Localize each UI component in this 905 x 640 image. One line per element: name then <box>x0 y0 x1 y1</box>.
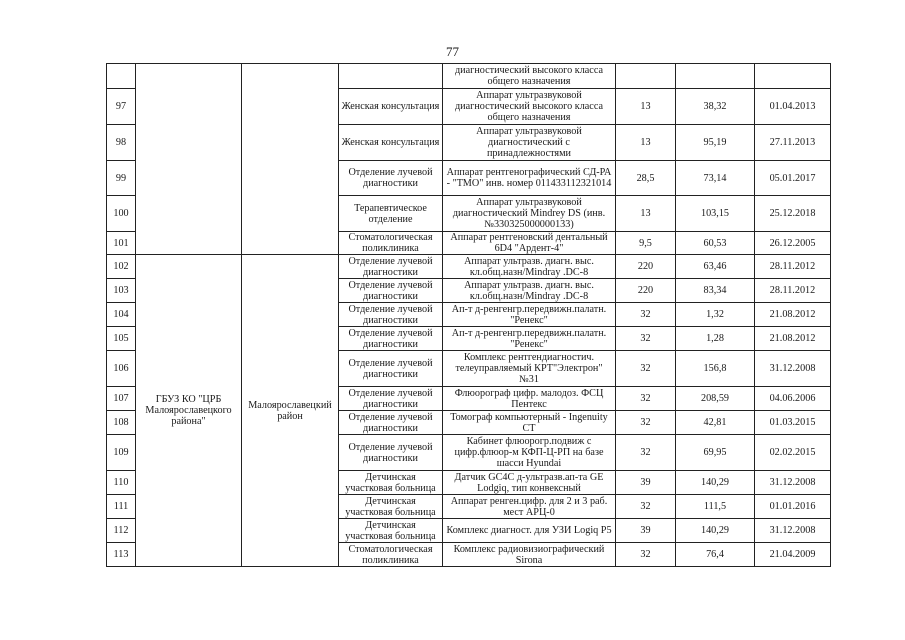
dept-cell <box>339 64 443 89</box>
equipment-cell: Комплекс рентгендиагностич. телеуправляемый КРТ"Электрон" №31 <box>443 351 616 387</box>
value1-cell <box>616 64 676 89</box>
value1-cell: 32 <box>616 435 676 471</box>
equipment-cell: Аппарат ультразвуковой диагностический с принадлежностями <box>443 125 616 161</box>
date-cell: 01.01.2016 <box>755 495 831 519</box>
date-cell: 28.11.2012 <box>755 255 831 279</box>
value2-cell: 42,81 <box>676 411 755 435</box>
value2-cell: 1,32 <box>676 303 755 327</box>
date-cell: 26.12.2005 <box>755 232 831 255</box>
number-cell: 100 <box>107 196 136 232</box>
value1-cell: 32 <box>616 351 676 387</box>
number-cell: 110 <box>107 471 136 495</box>
value1-cell: 13 <box>616 125 676 161</box>
date-cell: 05.01.2017 <box>755 161 831 196</box>
dept-cell: Отделение лучевой диагностики <box>339 435 443 471</box>
value2-cell: 60,53 <box>676 232 755 255</box>
value1-cell: 32 <box>616 495 676 519</box>
number-cell <box>107 64 136 89</box>
date-cell: 01.04.2013 <box>755 89 831 125</box>
date-cell: 21.04.2009 <box>755 543 831 567</box>
number-cell: 108 <box>107 411 136 435</box>
date-cell: 31.12.2008 <box>755 471 831 495</box>
value2-cell: 69,95 <box>676 435 755 471</box>
value2-cell: 103,15 <box>676 196 755 232</box>
value1-cell: 13 <box>616 196 676 232</box>
number-cell: 111 <box>107 495 136 519</box>
equipment-table <box>106 63 831 567</box>
number-cell: 97 <box>107 89 136 125</box>
value2-cell: 1,28 <box>676 327 755 351</box>
value2-cell: 76,4 <box>676 543 755 567</box>
dept-cell: Отделение лучевой диагностики <box>339 279 443 303</box>
value2-cell: 73,14 <box>676 161 755 196</box>
equipment-cell: Ап-т д-ренгенгр.передвижн.палатн. "Ренекс" <box>443 303 616 327</box>
number-cell: 105 <box>107 327 136 351</box>
value1-cell: 32 <box>616 387 676 411</box>
district-cell: Малоярославецкий район <box>242 255 339 567</box>
district-cell-blank <box>242 64 339 255</box>
value1-cell: 32 <box>616 303 676 327</box>
dept-cell: Детчинская участковая больница <box>339 495 443 519</box>
date-cell: 21.08.2012 <box>755 327 831 351</box>
equipment-cell: Аппарат рентгенографический СД-РА - "ТМО" инв. номер 011433112321014 <box>443 161 616 196</box>
equipment-cell: диагностический высокого класса общего назначения <box>443 64 616 89</box>
dept-cell: Отделение лучевой диагностики <box>339 327 443 351</box>
date-cell: 28.11.2012 <box>755 279 831 303</box>
value1-cell: 32 <box>616 327 676 351</box>
equipment-cell: Кабинет флюорогр.подвиж с цифр.флюор-м КФП-Ц-РП на базе шасси Hyundai <box>443 435 616 471</box>
dept-cell: Женская консультация <box>339 89 443 125</box>
table-row <box>107 255 831 279</box>
number-cell: 109 <box>107 435 136 471</box>
equipment-cell: Томограф компьютерный - Ingenuity CT <box>443 411 616 435</box>
equipment-cell: Флюорограф цифр. малодоз. ФСЦ Пентекс <box>443 387 616 411</box>
equipment-cell: Аппарат ультразв. диагн. выс. кл.общ.назн/Mindray .DC-8 <box>443 255 616 279</box>
equipment-cell: Комплекс диагност. для УЗИ Logiq P5 <box>443 519 616 543</box>
equipment-cell: Ап-т д-ренгенгр.передвижн.палатн. "Ренекс" <box>443 327 616 351</box>
date-cell: 31.12.2008 <box>755 519 831 543</box>
page-number: 77 <box>446 44 459 59</box>
org-cell-blank <box>136 64 242 255</box>
number-cell: 103 <box>107 279 136 303</box>
dept-cell: Отделение лучевой диагностики <box>339 387 443 411</box>
number-cell: 113 <box>107 543 136 567</box>
date-cell: 31.12.2008 <box>755 351 831 387</box>
number-cell: 99 <box>107 161 136 196</box>
date-cell: 25.12.2018 <box>755 196 831 232</box>
equipment-cell: Аппарат ультразвуковой диагностический Mindrey DS (инв. №330325000000133) <box>443 196 616 232</box>
value2-cell: 83,34 <box>676 279 755 303</box>
value1-cell: 220 <box>616 279 676 303</box>
date-cell: 02.02.2015 <box>755 435 831 471</box>
org-cell: ГБУЗ КО "ЦРБ Малоярославецкого района" <box>136 255 242 567</box>
value1-cell: 32 <box>616 543 676 567</box>
value2-cell: 140,29 <box>676 519 755 543</box>
number-cell: 102 <box>107 255 136 279</box>
date-cell: 27.11.2013 <box>755 125 831 161</box>
equipment-cell: Аппарат ультразв. диагн. выс. кл.общ.назн/Mindray .DC-8 <box>443 279 616 303</box>
value1-cell: 13 <box>616 89 676 125</box>
dept-cell: Отделение лучевой диагностики <box>339 161 443 196</box>
dept-cell: Стоматологическая поликлиника <box>339 232 443 255</box>
value1-cell: 28,5 <box>616 161 676 196</box>
number-cell: 98 <box>107 125 136 161</box>
value2-cell <box>676 64 755 89</box>
dept-cell: Отделение лучевой диагностики <box>339 255 443 279</box>
value2-cell: 38,32 <box>676 89 755 125</box>
number-cell: 101 <box>107 232 136 255</box>
dept-cell: Женская консультация <box>339 125 443 161</box>
number-cell: 106 <box>107 351 136 387</box>
dept-cell: Стоматологическая поликлиника <box>339 543 443 567</box>
value1-cell: 220 <box>616 255 676 279</box>
value2-cell: 140,29 <box>676 471 755 495</box>
date-cell <box>755 64 831 89</box>
value2-cell: 156,8 <box>676 351 755 387</box>
number-cell: 104 <box>107 303 136 327</box>
dept-cell: Детчинская участковая больница <box>339 519 443 543</box>
table-row-continuation <box>107 64 831 89</box>
date-cell: 21.08.2012 <box>755 303 831 327</box>
equipment-cell: Комплекс радиовизиографический Sirona <box>443 543 616 567</box>
dept-cell: Отделение лучевой диагностики <box>339 411 443 435</box>
value2-cell: 63,46 <box>676 255 755 279</box>
value1-cell: 39 <box>616 471 676 495</box>
date-cell: 01.03.2015 <box>755 411 831 435</box>
equipment-cell: Аппарат ренген.цифр. для 2 и 3 раб. мест АРЦ-0 <box>443 495 616 519</box>
value1-cell: 39 <box>616 519 676 543</box>
value1-cell: 9,5 <box>616 232 676 255</box>
equipment-cell: Аппарат ультразвуковой диагностический высокого класса общего назначения <box>443 89 616 125</box>
value2-cell: 95,19 <box>676 125 755 161</box>
equipment-cell: Аппарат рентгеновский дентальный 6D4 "Ардент-4" <box>443 232 616 255</box>
dept-cell: Терапевтическое отделение <box>339 196 443 232</box>
value1-cell: 32 <box>616 411 676 435</box>
dept-cell: Отделение лучевой диагностики <box>339 351 443 387</box>
dept-cell: Отделение лучевой диагностики <box>339 303 443 327</box>
number-cell: 112 <box>107 519 136 543</box>
dept-cell: Детчинская участковая больница <box>339 471 443 495</box>
number-cell: 107 <box>107 387 136 411</box>
date-cell: 04.06.2006 <box>755 387 831 411</box>
value2-cell: 111,5 <box>676 495 755 519</box>
equipment-cell: Датчик GC4C д-ультразв.ап-та GE Lodgiq, тип конвексный <box>443 471 616 495</box>
value2-cell: 208,59 <box>676 387 755 411</box>
